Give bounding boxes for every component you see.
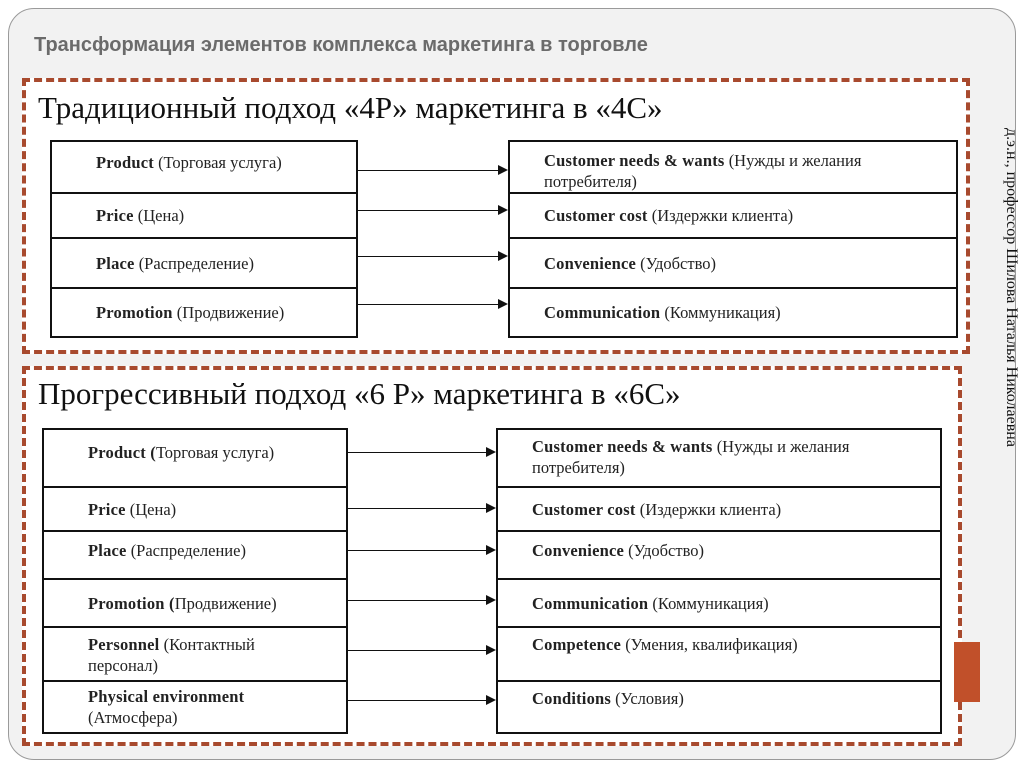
4c-en: Customer needs & wants (544, 151, 725, 170)
4p-ru: (Цена) (137, 206, 185, 225)
arrow-icon (348, 550, 494, 551)
arrow-icon (358, 304, 506, 305)
4c-ru: (Издержки клиента) (651, 206, 794, 225)
6c-ru: (Коммуникация) (652, 593, 769, 613)
6p-row (44, 430, 346, 488)
4c-en: Convenience (544, 253, 637, 273)
4c-ru: (Коммуникация) (664, 303, 781, 322)
6c-row (498, 532, 940, 580)
4p-en: Price (96, 206, 134, 225)
section-progressive (22, 366, 962, 746)
6p-en: Place (88, 541, 127, 560)
arrow-icon (358, 256, 506, 257)
6c-ru: (Нужды и желания потребителя) (532, 437, 850, 477)
4c-row (510, 194, 956, 239)
6c-en: Conditions (532, 689, 612, 708)
author-caption: д.э.н., профессор Шилова Наталья Николаевна (1003, 128, 1020, 447)
6p-row (44, 628, 346, 682)
4c-en: Customer cost (544, 206, 648, 225)
accent-bar (954, 642, 980, 702)
6c-en: Communication (532, 593, 649, 613)
4c-row (510, 289, 956, 336)
4c-ru: (Удобство) (640, 253, 717, 273)
section-traditional (22, 78, 970, 354)
6c-en: Customer cost (532, 499, 636, 519)
4p-row (52, 239, 356, 289)
6c-row (498, 628, 940, 682)
6p-ru: Продвижение) (174, 593, 277, 613)
6p-en: Price (88, 499, 126, 519)
arrow-icon (348, 508, 494, 509)
arrow-icon (348, 452, 494, 453)
6p-ru: (Контактный персонал) (88, 635, 255, 675)
4p-en: Promotion (96, 303, 173, 322)
6p-ru: (Цена) (129, 499, 177, 519)
6c-row (498, 580, 940, 628)
6p-row (44, 532, 346, 580)
4p-row (52, 194, 356, 239)
6c-ru: (Условия) (615, 689, 684, 708)
arrow-icon (358, 170, 506, 171)
6c-ru: (Издержки клиента) (639, 499, 782, 519)
4c-row (510, 142, 956, 194)
6p-ru: (Распределение) (130, 541, 246, 560)
6p-en: Promotion ( (88, 593, 175, 613)
6c-row (498, 430, 940, 488)
arrow-icon (348, 650, 494, 651)
6p-en: Product ( (88, 443, 156, 462)
4p-row (52, 142, 356, 194)
4p-en: Product (96, 153, 154, 172)
4c-en: Communication (544, 303, 661, 322)
4c-box (508, 140, 958, 338)
section-progressive-heading: Прогрессивный подход «6 P» маркетинга в «6C» (38, 376, 681, 411)
6p-row (44, 682, 346, 732)
6p-row (44, 488, 346, 532)
4p-ru: (Распределение) (138, 253, 254, 273)
6c-box (496, 428, 942, 734)
6p-ru: (Атмосфера) (88, 708, 178, 727)
6c-row (498, 682, 940, 732)
6p-en: Physical environment (88, 687, 245, 706)
6c-en: Customer needs & wants (532, 437, 713, 456)
section-traditional-heading: Традиционный подход «4P» маркетинга в «4C» (38, 90, 663, 125)
6p-en: Personnel (88, 635, 160, 654)
6c-ru: (Удобство) (628, 541, 705, 560)
arrow-icon (358, 210, 506, 211)
6c-en: Competence (532, 635, 622, 654)
4p-row (52, 289, 356, 336)
4p-ru: (Торговая услуга) (158, 153, 282, 172)
4p-en: Place (96, 253, 135, 273)
4c-row (510, 239, 956, 289)
6p-row (44, 580, 346, 628)
4p-ru: (Продвижение) (176, 303, 285, 322)
6c-row (498, 488, 940, 532)
arrow-icon (348, 600, 494, 601)
6c-ru: (Умения, квалификация) (625, 635, 798, 654)
4c-ru: (Нужды и желания потребителя) (544, 151, 862, 191)
6p-ru: Торговая услуга) (155, 443, 275, 462)
6p-box (42, 428, 348, 734)
slide-title: Трансформация элементов комплекса маркетинга в торговле (34, 34, 648, 56)
6c-en: Convenience (532, 541, 625, 560)
4p-box (50, 140, 358, 338)
arrow-icon (348, 700, 494, 701)
